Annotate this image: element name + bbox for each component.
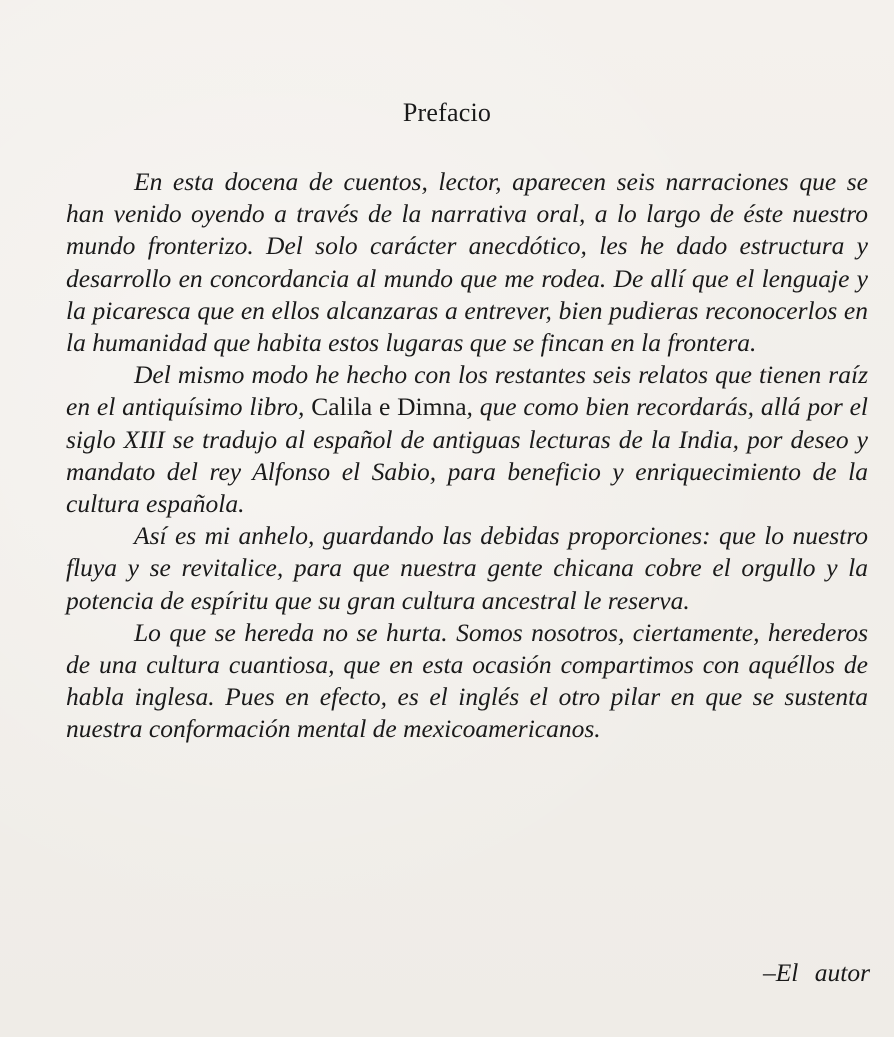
paragraph-2: [66, 359, 868, 520]
paragraph-4: [66, 617, 868, 746]
paragraph-3: [66, 520, 868, 617]
preface-body: [66, 166, 868, 746]
paragraph-1-text: En esta docena de cuentos, lector, aparecen seis narraciones que se han venido oyendo a través de la narrativa oral, a lo largo de éste nuestro mundo fronterizo. Del solo carácter anecdótico, les he dado estructura y desarrollo en concordancia al mundo que me rodea. De allí que el lenguaje y la picaresca que en ellos alcanzaras a entrever, bien pudieras reconocerlos en la humanidad que habita estos lugaras que se fincan en la frontera.: [66, 167, 868, 358]
page-title: Prefacio: [402, 98, 492, 127]
paragraph-2-text-b: , que como bien recordarás, allá por el siglo XIII se tradujo al español de antiguas lecturas de la India, por deseo y mandato del rey Alfonso el Sabio, para beneficio y enriquecimiento de la cultura española.: [66, 392, 869, 519]
book-title-calila-e-dimna: Calila e Dimna: [311, 392, 467, 422]
author-signature: –El autor: [762, 958, 870, 987]
paragraph-3-text: Así es mi anhelo, guardando las debidas proporciones: que lo nuestro fluya y se revitalice, para que nuestra gente chicana cobre el orgullo y la potencia de espíritu que su gran cultura ancestral le reserva.: [66, 521, 868, 615]
paragraph-2-text-a: Del mismo modo he hecho con los restantes seis relatos que tienen raíz en el antiquísimo libro,: [66, 360, 868, 422]
paragraph-4-text: Lo que se hereda no se hurta. Somos nosotros, ciertamente, herederos de una cultura cuantiosa, que en esta ocasión compartimos con aquéllos de habla inglesa. Pues en efecto, es el inglés el otro pilar en que se sustenta nuestra conformación mental de mexicoamericanos.: [66, 617, 868, 744]
paragraph-1: [66, 166, 868, 359]
